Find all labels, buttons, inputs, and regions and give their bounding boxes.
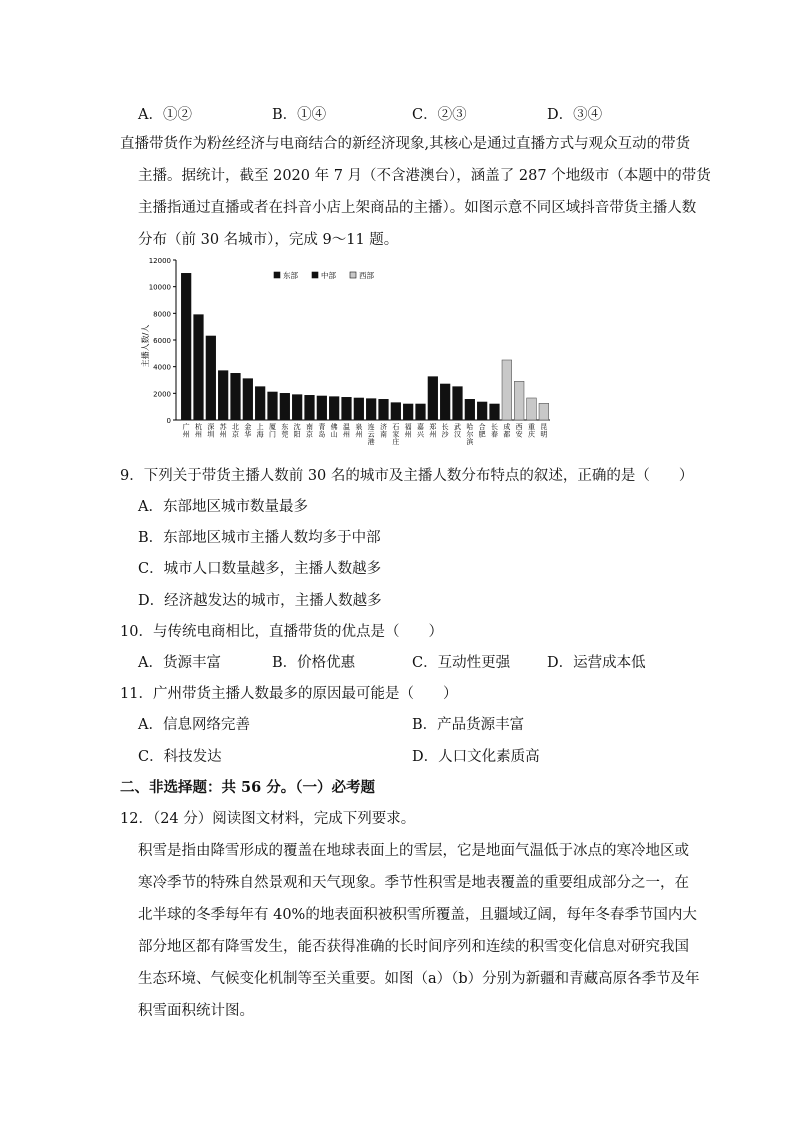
legend-swatch: [350, 272, 356, 278]
bar-西安: [514, 381, 524, 420]
q9-option-a: A．东部地区城市数量最多: [138, 499, 308, 515]
bar-长春: [490, 404, 500, 420]
q12-material-line-4: 部分地区都有降雪发生，能否获得准确的长时间序列和连续的积雪变化信息对研究我国: [138, 939, 689, 955]
x-tick-label: 郑州: [429, 423, 437, 439]
material-line-2: 主播。据统计，截至 2020 年 7 月（不含港澳台），涵盖了 287 个地级市（本题中的带货: [138, 168, 711, 184]
bar-济南: [379, 399, 389, 420]
x-tick-label: 温州: [343, 423, 350, 439]
q9-option-c: C．城市人口数量越多，主播人数越多: [138, 561, 382, 577]
x-tick-label: 连云港: [367, 423, 375, 446]
bar-嘉兴: [416, 404, 426, 420]
x-tick-label: 杭州: [195, 423, 202, 439]
q11-option-d: D．人口文化素质高: [412, 749, 540, 765]
x-tick-label: 重庆: [528, 423, 535, 439]
bar-杭州: [194, 315, 204, 420]
x-tick-label: 上海: [256, 423, 264, 439]
x-tick-label: 佛山: [330, 423, 338, 439]
y-axis-label: 主播人数/人: [141, 324, 150, 368]
q12-material-line-5: 生态环境、气候变化机制等至关重要。如图（a）（b）分别为新疆和青藏高原各季节及年: [138, 971, 700, 987]
bar-哈尔滨: [465, 399, 475, 420]
bar-佛山: [329, 397, 339, 420]
x-tick-label: 长春: [491, 423, 498, 439]
x-tick-label: 嘉兴: [417, 423, 424, 439]
bar-郑州: [428, 377, 438, 420]
q10-option-c: C．互动性更强: [412, 655, 511, 671]
bar-上海: [255, 387, 265, 420]
x-tick-label: 厦门: [269, 423, 276, 439]
x-tick-label: 济南: [380, 423, 387, 439]
bar-金华: [243, 379, 253, 420]
x-tick-label: 苏州: [219, 423, 227, 439]
x-tick-label: 石家庄: [392, 423, 400, 446]
q9-stem: 9．下列关于带货主播人数前 30 名的城市及主播人数分布特点的叙述，正确的是（ ）: [120, 468, 694, 484]
bar-连云港: [366, 399, 376, 420]
bar-福州: [403, 404, 413, 420]
y-tick-label: 10000: [148, 283, 171, 292]
y-tick-label: 8000: [153, 310, 171, 319]
x-tick-label: 长沙: [441, 423, 449, 439]
x-tick-label: 青岛: [318, 423, 326, 439]
q11-stem: 11．广州带货主播人数最多的原因最可能是（ ）: [120, 686, 458, 702]
q10-option-b: B．价格优惠: [272, 655, 356, 671]
q10-option-d: D．运营成本低: [547, 655, 646, 671]
q10-stem: 10．与传统电商相比，直播带货的优点是（ ）: [120, 624, 443, 640]
y-tick-label: 0: [166, 417, 171, 425]
bar-青岛: [317, 396, 327, 420]
q10-option-a: A．货源丰富: [138, 655, 221, 671]
bar-重庆: [527, 398, 537, 420]
material-line-1: 直播带货作为粉丝经济与电商结合的新经济现象,其核心是通过直播方式与观众互动的带货: [120, 136, 691, 152]
x-tick-label: 成都: [503, 423, 511, 439]
section-2-title: 二、非选择题：共 56 分。（一）必考题: [120, 779, 376, 796]
q12-material-line-6: 积雪面积统计图。: [138, 1003, 254, 1019]
x-tick-label: 昆明: [540, 423, 548, 439]
bar-温州: [342, 397, 352, 420]
q12-stem: 12．（24 分）阅读图文材料，完成下列要求。: [120, 811, 416, 827]
q11-option-a: A．信息网络完善: [138, 717, 250, 733]
bar-石家庄: [391, 403, 401, 420]
q8-option-c: C．②③: [412, 107, 467, 123]
q9-option-b: B．东部地区城市主播人数均多于中部: [138, 530, 381, 546]
x-tick-label: 金华: [244, 423, 252, 439]
bar-苏州: [218, 371, 228, 420]
y-tick-label: 4000: [153, 363, 171, 372]
bar-武汉: [453, 387, 463, 420]
q12-material-line-2: 寒冷季节的特殊自然景观和天气现象。季节性积雪是地表覆盖的重要组成部分之一，在: [138, 875, 689, 891]
x-tick-label: 哈尔滨: [466, 423, 474, 446]
legend-entry: 东部: [283, 271, 298, 280]
q9-option-d: D．经济越发达的城市，主播人数越多: [138, 593, 382, 609]
q8-option-b: B．①④: [272, 107, 327, 123]
bar-广州: [181, 273, 191, 420]
x-tick-label: 北京: [232, 423, 239, 439]
bar-厦门: [268, 392, 278, 420]
q11-option-b: B．产品货源丰富: [412, 717, 525, 733]
x-tick-label: 沈阳: [293, 423, 301, 439]
y-tick-label: 2000: [153, 390, 171, 399]
material-line-3: 主播指通过直播或者在抖音小店上架商品的主播）。如图示意不同区域抖音带货主播人数: [138, 200, 697, 216]
legend-entry: 中部: [321, 271, 336, 280]
bar-沈阳: [292, 395, 302, 420]
bar-合肥: [477, 402, 487, 420]
x-tick-label: 东莞: [281, 423, 289, 439]
bar-成都: [502, 360, 512, 420]
q12-material-line-3: 北半球的冬季每年有 40%的地表面积被积雪所覆盖，且疆域辽阔，每年冬春季节国内大: [138, 907, 697, 923]
q11-option-c: C．科技发达: [138, 749, 222, 765]
streamer-bar-chart: [130, 252, 570, 452]
bar-长沙: [440, 384, 450, 420]
x-tick-label: 合肥: [478, 423, 486, 439]
bar-东莞: [280, 393, 290, 420]
bar-北京: [231, 373, 241, 420]
q8-option-a: A．①②: [138, 107, 192, 123]
x-tick-label: 武汉: [454, 423, 461, 439]
x-tick-label: 深圳: [207, 423, 215, 439]
x-tick-label: 福州: [404, 423, 412, 439]
legend-swatch: [274, 272, 280, 278]
x-tick-label: 广州: [182, 423, 190, 439]
x-tick-label: 泉州: [355, 423, 363, 439]
y-tick-label: 12000: [148, 257, 171, 265]
q8-option-d: D．③④: [547, 107, 603, 123]
legend-swatch: [312, 272, 318, 278]
legend-entry: 西部: [359, 271, 374, 280]
bar-南京: [305, 395, 315, 420]
material-line-4: 分布（前 30 名城市），完成 9～11 题。: [138, 232, 399, 248]
bar-深圳: [206, 336, 216, 420]
bar-昆明: [539, 403, 549, 420]
bar-泉州: [354, 398, 364, 420]
y-tick-label: 6000: [153, 337, 171, 345]
q12-material-line-1: 积雪是指由降雪形成的覆盖在地球表面上的雪层，它是地面气温低于冰点的寒冷地区或: [138, 843, 689, 859]
x-tick-label: 西安: [515, 423, 523, 439]
x-tick-label: 南京: [306, 423, 313, 439]
